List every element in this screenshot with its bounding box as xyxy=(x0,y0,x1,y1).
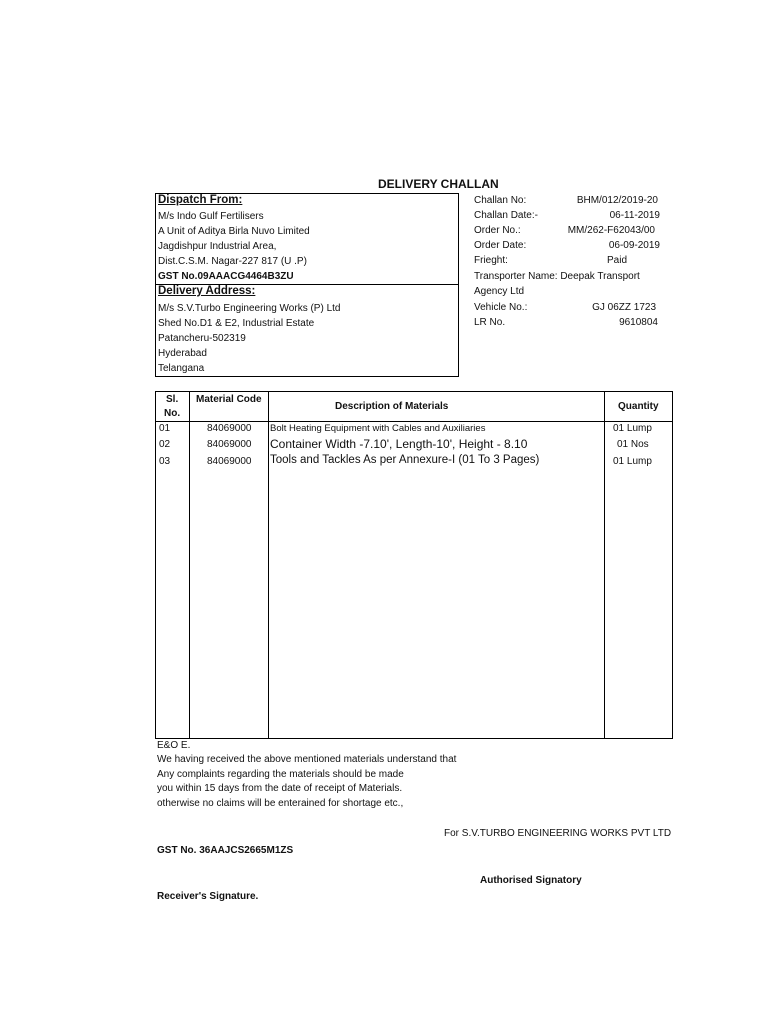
header-description: Description of Materials xyxy=(335,401,449,412)
row-code: 84069000 xyxy=(207,439,252,450)
row-description: Bolt Heating Equipment with Cables and Auxiliaries xyxy=(270,423,486,434)
note-line: We having received the above mentioned materials understand that xyxy=(157,754,457,765)
challan-date-value: 06-11-2019 xyxy=(609,210,660,221)
header-quantity: Quantity xyxy=(618,401,659,412)
receiver-gst: GST No. 36AAJCS2665M1ZS xyxy=(157,845,294,856)
dispatch-gst: GST No.09AAACG4464B3ZU xyxy=(158,271,294,282)
order-date-value: 06-09-2019 xyxy=(608,240,660,251)
delivery-line: Shed No.D1 & E2, Industrial Estate xyxy=(158,318,315,329)
lr-label: LR No. xyxy=(474,317,506,328)
dispatch-heading: Dispatch From: xyxy=(158,194,243,206)
header-sl-no: No. xyxy=(164,408,181,419)
note-line: Any complaints regarding the materials should be made xyxy=(157,769,404,780)
row-quantity: 01 Lump xyxy=(613,456,652,467)
table-header-divider xyxy=(155,421,673,422)
eoe-note: E&O E. xyxy=(157,740,191,751)
row-description: Tools and Tackles As per Annexure-I (01 To 3 Pages) xyxy=(270,454,540,466)
transporter-name-cont: Agency Ltd xyxy=(474,286,525,297)
dispatch-line: Dist.C.S.M. Nagar-227 817 (U .P) xyxy=(158,256,307,267)
delivery-line: Hyderabad xyxy=(158,348,207,359)
delivery-line: M/s S.V.Turbo Engineering Works (P) Ltd xyxy=(158,303,341,314)
freight-label: Frieght: xyxy=(474,255,508,266)
document-title: DELIVERY CHALLAN xyxy=(378,177,499,191)
dispatch-line: A Unit of Aditya Birla Nuvo Limited xyxy=(158,226,310,237)
dispatch-line: Jagdishpur Industrial Area, xyxy=(158,241,277,252)
order-no-value: MM/262-F62043/00 xyxy=(567,225,655,236)
header-material-code: Material Code xyxy=(196,394,262,405)
lr-value: 9610804 xyxy=(619,317,658,328)
dispatch-line: M/s Indo Gulf Fertilisers xyxy=(158,211,264,222)
row-sl: 01 xyxy=(159,423,171,434)
table-col-divider xyxy=(604,391,605,739)
row-sl: 03 xyxy=(159,456,171,467)
header-sl: Sl. xyxy=(166,394,179,405)
row-code: 84069000 xyxy=(207,423,252,434)
delivery-line: Patancheru-502319 xyxy=(158,333,246,344)
row-quantity: 01 Nos xyxy=(617,439,649,450)
delivery-line: Telangana xyxy=(158,363,205,374)
table-col-divider xyxy=(189,391,190,739)
order-no-label: Order No.: xyxy=(474,225,521,236)
row-description: Container Width -7.10', Length-10', Height - 8.10 xyxy=(270,437,528,451)
table-col-divider xyxy=(268,391,269,739)
freight-value: Paid xyxy=(607,255,628,266)
authorised-signatory: Authorised Signatory xyxy=(480,875,582,886)
vehicle-label: Vehicle No.: xyxy=(474,302,528,313)
row-code: 84069000 xyxy=(207,456,252,467)
delivery-heading: Delivery Address: xyxy=(158,285,256,297)
for-company: For S.V.TURBO ENGINEERING WORKS PVT LTD xyxy=(444,828,672,839)
challan-no-value: BHM/012/2019-20 xyxy=(576,195,658,206)
note-line: you within 15 days from the date of receipt of Materials. xyxy=(157,783,403,794)
vehicle-value: GJ 06ZZ 1723 xyxy=(592,302,656,313)
row-quantity: 01 Lump xyxy=(613,423,652,434)
row-sl: 02 xyxy=(159,439,171,450)
receiver-signature: Receiver's Signature. xyxy=(157,891,259,902)
note-line: otherwise no claims will be enterained for shortage etc., xyxy=(157,798,404,809)
order-date-label: Order Date: xyxy=(474,240,527,251)
challan-date-label: Challan Date:- xyxy=(474,210,538,221)
challan-no-label: Challan No: xyxy=(474,195,527,206)
transporter-name: Transporter Name: Deepak Transport xyxy=(474,271,640,282)
